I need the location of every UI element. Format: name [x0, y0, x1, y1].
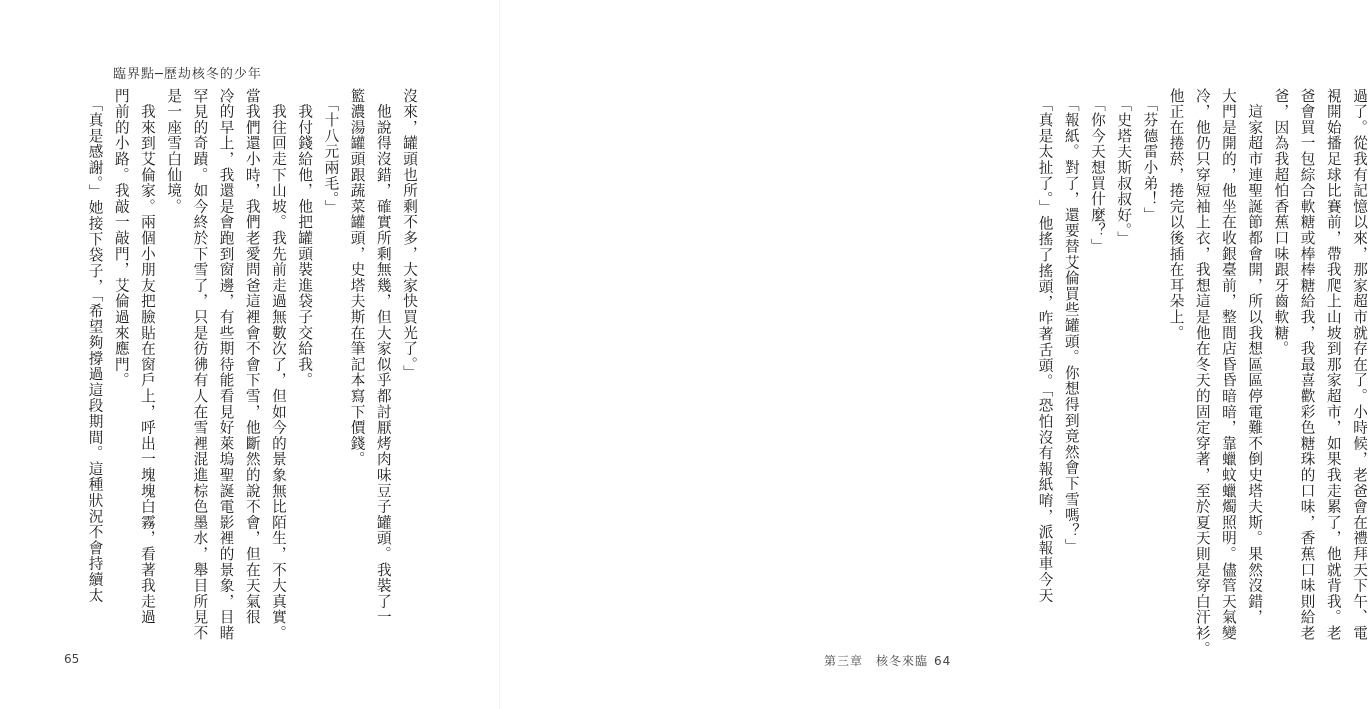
text-column: 門前的小路。我敲一敲門，艾倫過來應門。 — [112, 88, 130, 389]
text-column: 籃濃湯罐頭跟蔬菜罐頭，史塔夫斯在筆記本寫下價錢。 — [348, 88, 366, 468]
text-column: 罕見的奇蹟。如今終於下雪了，只是彷彿有人在雪裡混進棕色墨水，舉目所見不 — [191, 88, 209, 641]
running-head: 臨界點─歷劫核冬的少年 — [113, 67, 262, 82]
text-column: 爸會買一包綜合軟糖或棒棒糖給我，我最喜歡彩色糖珠的口味，香蕉口味則給老 — [1298, 88, 1316, 641]
text-column: 視開始播足球比賽前，帶我爬上山坡到那家超市，如果我走累了，他就背我。老 — [1324, 88, 1342, 641]
text-column: 他正在捲菸，捲完以後插在耳朵上。 — [1167, 88, 1185, 341]
text-column: 冷，他仍只穿短袖上衣，我想這是他在冬天的固定穿著，至於夏天則是穿白汗衫。 — [1193, 88, 1211, 657]
text-column: 我往回走下山坡。我先前走過無數次了，但如今的景象無比陌生，不大真實。 — [269, 88, 287, 641]
text-column: 冷的早上，我還是會跑到窗邊，有些期待能看見好萊塢聖誕電影裡的景象，目睹 — [217, 88, 235, 641]
page-number-right: 64 — [934, 654, 952, 668]
text-column: 我付錢給他，他把罐頭裝進袋子交給我。 — [296, 88, 314, 389]
right-page-body — [1036, 88, 1372, 657]
text-column: 大門是開的，他坐在收銀臺前，整間店昏昏暗暗，靠蠟蚊蠟燭照明。儘管天氣變 — [1219, 88, 1237, 641]
text-column: 沒來，罐頭也所剩不多，大家快買光了。」 — [401, 88, 418, 381]
text-column: 「十八元兩毛。」 — [322, 88, 340, 216]
text-column: 「真是感謝。」她接下袋子，「希望夠撐過這段期間。這種狀況不會持續太 — [86, 88, 104, 604]
left-page — [0, 0, 500, 709]
text-column: 他說得沒錯，確實所剩無幾，但大家似乎都討厭烤肉味豆子罐頭。我裝了一 — [374, 88, 392, 626]
text-column: 「芬德雷小弟！」 — [1141, 88, 1159, 223]
text-column: 「報紙。對了，還要替艾倫買些罐頭。你想得到竟然會下雪嗎？」 — [1062, 88, 1080, 555]
text-column: 過了。從我有記憶以來，那家超市就存在了。小時候，老爸會在禮拜天下午、電 — [1351, 88, 1368, 641]
text-column: 這家超市連聖誕節都會開，所以我想區區停電難不倒史塔夫斯。果然沒錯， — [1246, 88, 1264, 626]
text-column: 當我們還小時，我們老愛問爸這裡會不會下雪，他斷然的說不會，但在天氣很 — [243, 88, 261, 626]
chapter-title: 第三章 核冬來臨 — [824, 654, 929, 668]
left-page-body — [86, 88, 422, 648]
right-page — [500, 0, 1368, 709]
page-number-left: 65 — [64, 652, 80, 666]
text-column: 是一座雪白仙境。 — [165, 88, 183, 215]
text-column: 「史塔夫斯叔叔好。」 — [1115, 88, 1133, 248]
text-column: 「你今天想買什麼？」 — [1088, 88, 1106, 255]
page-footer-right — [818, 652, 951, 669]
text-column: 我來到艾倫家。兩個小朋友把臉貼在窗戶上，呼出一塊塊白霧，看著我走過 — [138, 88, 156, 626]
text-column: 「真是太扯了。」他搖了搖頭，咋著舌頭。「恐怕沒有報紙唷，派報車今天 — [1036, 88, 1054, 604]
text-column: 爸，因為我超怕香蕉口味跟牙齒軟糖。 — [1272, 88, 1290, 357]
